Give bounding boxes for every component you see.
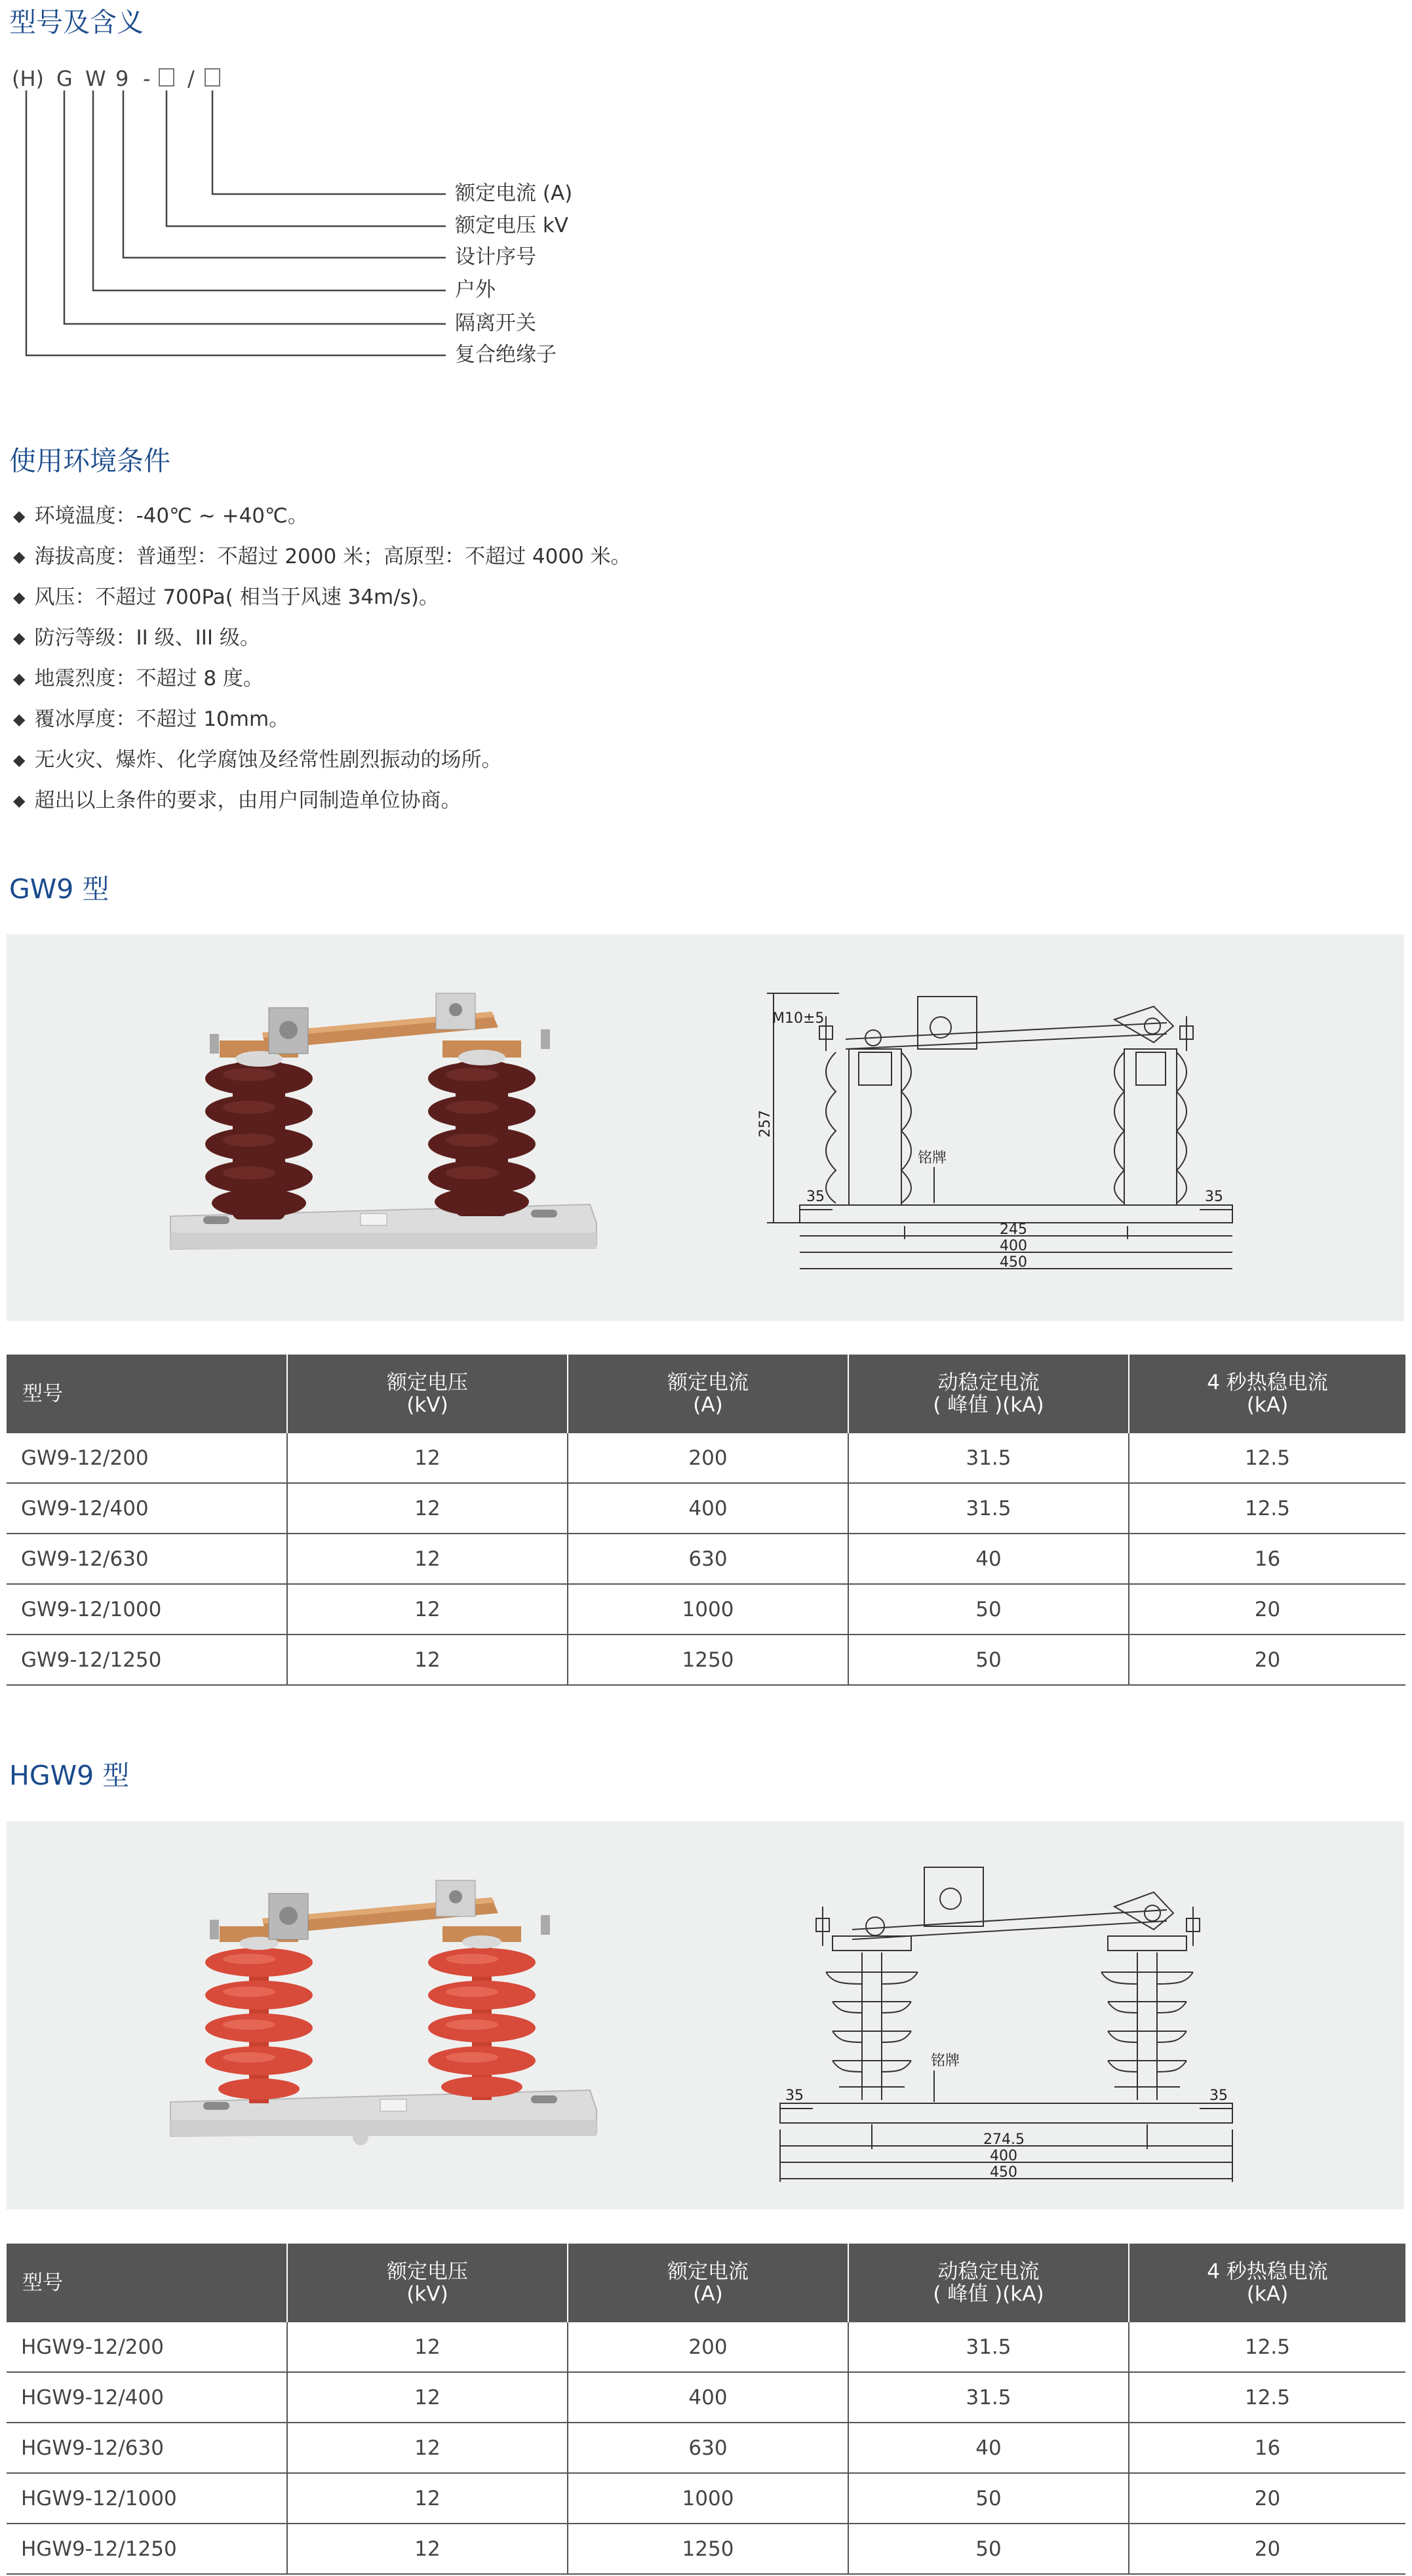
cell-voltage: 12 [287, 1433, 568, 1483]
cell-thermal: 12.5 [1129, 2372, 1405, 2423]
cell-peak: 50 [848, 1584, 1129, 1635]
cell-peak: 40 [848, 1534, 1129, 1584]
cell-peak: 31.5 [848, 1433, 1129, 1483]
gw9-bolt-label: M10±5 [772, 1010, 825, 1027]
cell-current: 400 [568, 2372, 848, 2423]
condition-item: ◆ 海拔高度：普通型：不超过 2000 米；高原型：不超过 4000 米。 [13, 545, 631, 568]
table-row [7, 2372, 1405, 2423]
cell-voltage: 12 [287, 2322, 568, 2372]
cell-thermal: 12.5 [1129, 1483, 1405, 1534]
header-rated-current: 额定电流 (A) [568, 1355, 848, 1433]
cell-thermal: 20 [1129, 2473, 1405, 2524]
hgw9-right-gap-label: 35 [1209, 2088, 1228, 2104]
cell-model: GW9-12/400 [7, 1483, 287, 1534]
cell-model: GW9-12/200 [7, 1433, 287, 1483]
cell-thermal: 16 [1129, 2423, 1405, 2473]
cell-peak: 31.5 [848, 1483, 1129, 1534]
gw9-dim-245-label: 245 [1000, 1221, 1027, 1238]
table-row [7, 1433, 1405, 1483]
header-peak-current: 动稳定电流 ( 峰值 )(kA) [848, 2244, 1129, 2322]
code-label-composite-insulator: 复合绝缘子 [455, 343, 557, 367]
cell-model: GW9-12/1000 [7, 1584, 287, 1635]
header-rated-voltage: 额定电压 (kV) [287, 1355, 568, 1433]
code-slash: / [187, 66, 195, 91]
code-label-disconnector: 隔离开关 [455, 311, 536, 335]
code-w: W [85, 66, 106, 91]
gw9-product-image [164, 993, 610, 1282]
gw9-spec-table [7, 1355, 1405, 1686]
conditions-section-title: 使用环境条件 [9, 445, 170, 477]
gw9-figure-panel [7, 934, 1404, 1321]
model-section-title: 型号及含义 [9, 7, 144, 38]
cell-current: 1250 [568, 2524, 848, 2574]
cell-model: HGW9-12/1250 [7, 2524, 287, 2574]
hgw9-dim-274-label: 274.5 [983, 2131, 1025, 2148]
cell-current: 1250 [568, 1635, 848, 1685]
hgw9-dim-400-label: 400 [990, 2148, 1017, 2164]
hgw9-left-gap-label: 35 [785, 2088, 804, 2104]
hgw9-nameplate-label: 铭牌 [931, 2053, 960, 2069]
condition-item: ◆ 无火灾、爆炸、化学腐蚀及经常性剧烈振动的场所。 [13, 748, 502, 772]
cell-voltage: 12 [287, 1584, 568, 1635]
cell-thermal: 20 [1129, 1584, 1405, 1635]
model-code-lines [0, 0, 459, 380]
cell-peak: 50 [848, 1635, 1129, 1685]
cell-current: 200 [568, 2322, 848, 2372]
table-row [7, 1483, 1405, 1534]
cell-peak: 31.5 [848, 2322, 1129, 2372]
cell-model: HGW9-12/1000 [7, 2473, 287, 2524]
table-row [7, 2423, 1405, 2473]
cell-thermal: 16 [1129, 1534, 1405, 1584]
condition-item: ◆ 环境温度：-40℃ ~ +40℃。 [13, 504, 308, 528]
gw9-height-label: 257 [757, 1110, 774, 1138]
hgw9-dimension-drawing [760, 1841, 1259, 2189]
cell-model: HGW9-12/630 [7, 2423, 287, 2473]
cell-peak: 40 [848, 2423, 1129, 2473]
cell-peak: 50 [848, 2473, 1129, 2524]
cell-thermal: 12.5 [1129, 1433, 1405, 1483]
gw9-nameplate-label: 铭牌 [918, 1150, 947, 1166]
table-header-row [7, 2244, 1405, 2322]
table-row [7, 2524, 1405, 2574]
table-row [7, 1534, 1405, 1584]
code-nine: 9 [115, 66, 129, 91]
cell-voltage: 12 [287, 1534, 568, 1584]
cell-peak: 50 [848, 2524, 1129, 2574]
cell-current: 400 [568, 1483, 848, 1534]
code-label-design-serial: 设计序号 [455, 245, 536, 269]
cell-model: HGW9-12/200 [7, 2322, 287, 2372]
header-thermal-current: 4 秒热稳电流 (kA) [1129, 1355, 1405, 1433]
cell-voltage: 12 [287, 2372, 568, 2423]
header-thermal-current: 4 秒热稳电流 (kA) [1129, 2244, 1405, 2322]
table-row [7, 1635, 1405, 1685]
header-rated-voltage: 额定电压 (kV) [287, 2244, 568, 2322]
gw9-section-title: GW9 型 [9, 873, 109, 905]
table-row [7, 1584, 1405, 1635]
cell-current: 200 [568, 1433, 848, 1483]
table-row [7, 2322, 1405, 2372]
hgw9-spec-table [7, 2244, 1405, 2575]
code-dash: - [143, 66, 151, 91]
table-header-row [7, 1355, 1405, 1433]
cell-thermal: 20 [1129, 1635, 1405, 1685]
cell-voltage: 12 [287, 2524, 568, 2574]
gw9-left-gap-label: 35 [806, 1189, 825, 1205]
condition-item: ◆ 风压：不超过 700Pa( 相当于风速 34m/s)。 [13, 585, 439, 609]
cell-model: GW9-12/630 [7, 1534, 287, 1584]
cell-voltage: 12 [287, 1635, 568, 1685]
header-rated-current: 额定电流 (A) [568, 2244, 848, 2322]
cell-current: 1000 [568, 1584, 848, 1635]
code-label-outdoor: 户外 [455, 278, 496, 302]
header-model: 型号 [7, 1355, 287, 1433]
code-prefix: (H) [12, 66, 45, 91]
cell-peak: 31.5 [848, 2372, 1129, 2423]
condition-item: ◆ 防污等级：II 级、III 级。 [13, 626, 260, 650]
cell-current: 1000 [568, 2473, 848, 2524]
condition-item: ◆ 覆冰厚度：不超过 10mm。 [13, 707, 290, 731]
hgw9-dim-450-label: 450 [990, 2164, 1017, 2181]
cell-voltage: 12 [287, 2423, 568, 2473]
hgw9-section-title: HGW9 型 [9, 1760, 130, 1791]
header-model: 型号 [7, 2244, 287, 2322]
cell-thermal: 12.5 [1129, 2322, 1405, 2372]
cell-voltage: 12 [287, 2473, 568, 2524]
header-peak-current: 动稳定电流 ( 峰值 )(kA) [848, 1355, 1129, 1433]
table-row [7, 2473, 1405, 2524]
hgw9-figure-panel [7, 1821, 1404, 2209]
cell-current: 630 [568, 2423, 848, 2473]
gw9-dimension-drawing [757, 987, 1259, 1288]
cell-current: 630 [568, 1534, 848, 1584]
gw9-dim-450-label: 450 [1000, 1254, 1027, 1271]
code-g: G [56, 66, 73, 91]
cell-model: HGW9-12/400 [7, 2372, 287, 2423]
hgw9-product-image [164, 1880, 610, 2169]
condition-item: ◆ 超出以上条件的要求，由用户同制造单位协商。 [13, 789, 461, 812]
cell-model: GW9-12/1250 [7, 1635, 287, 1685]
code-label-rated-current: 额定电流 (A) [455, 182, 573, 205]
gw9-right-gap-label: 35 [1205, 1189, 1223, 1205]
cell-thermal: 20 [1129, 2524, 1405, 2574]
code-label-rated-voltage: 额定电压 kV [455, 214, 569, 237]
condition-item: ◆ 地震烈度：不超过 8 度。 [13, 667, 264, 690]
gw9-dim-400-label: 400 [1000, 1238, 1027, 1254]
cell-voltage: 12 [287, 1483, 568, 1534]
